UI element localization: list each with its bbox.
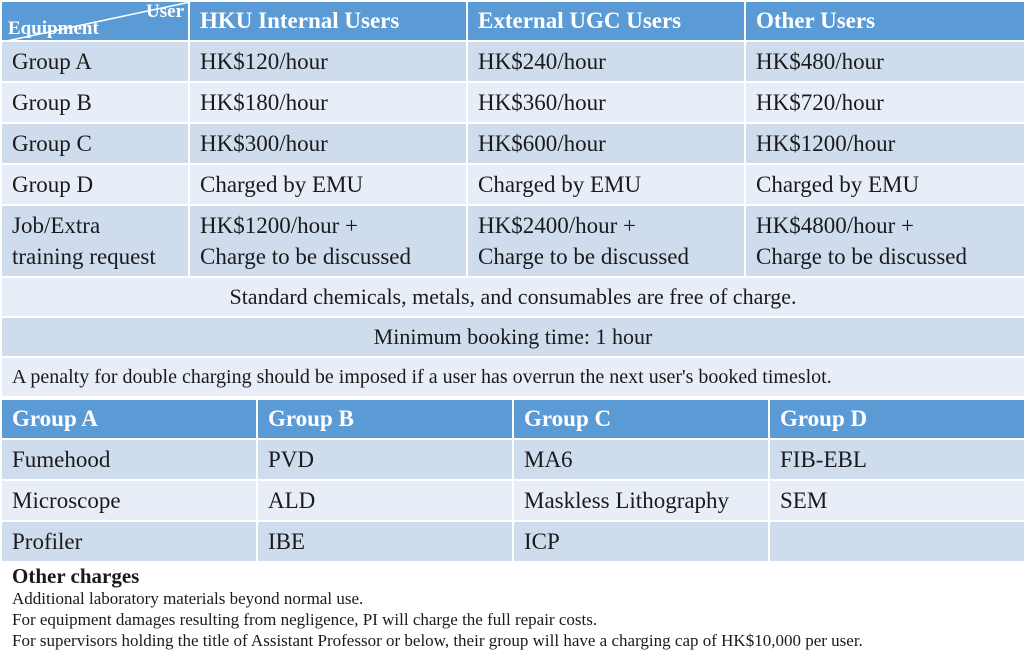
other-charge-line: Additional laboratory materials beyond normal use. [12, 589, 364, 608]
equipment-row [1, 521, 1024, 562]
group-header-d: Group D [769, 399, 1024, 439]
rate-row-group-b [1, 82, 1024, 123]
rate-other: Charged by EMU [745, 164, 1024, 205]
rate-other: HK$720/hour [745, 82, 1024, 123]
note-free-of-charge: Standard chemicals, metals, and consumables are free of charge. [1, 277, 1024, 317]
column-header-other: Other Users [745, 1, 1024, 41]
equipment-cell: Profiler [1, 521, 257, 562]
note-row-free [1, 277, 1024, 317]
rate-label: Group A [1, 41, 189, 82]
other-charge-line: For supervisors holding the title of Assistant Professor or below, their group will have a charging cap of HK$10,000 per user. [12, 631, 863, 650]
column-header-external: External UGC Users [467, 1, 745, 41]
equipment-cell: Maskless Lithography [513, 480, 769, 521]
note-row-minimum [1, 317, 1024, 357]
groups-table [0, 398, 1024, 563]
equipment-cell: MA6 [513, 439, 769, 480]
rate-external: HK$240/hour [467, 41, 745, 82]
other-charges-title: Other charges [12, 564, 140, 588]
rate-other: HK$4800/hour + Charge to be discussed [745, 205, 1024, 277]
note-row-penalty [1, 357, 1024, 397]
group-header-b: Group B [257, 399, 513, 439]
rates-header-row [1, 1, 1024, 41]
rate-hku: HK$120/hour [189, 41, 467, 82]
rate-hku: HK$300/hour [189, 123, 467, 164]
rate-other: HK$480/hour [745, 41, 1024, 82]
group-header-a: Group A [1, 399, 257, 439]
column-header-hku: HKU Internal Users [189, 1, 467, 41]
equipment-cell: Fumehood [1, 439, 257, 480]
rate-hku: HK$180/hour [189, 82, 467, 123]
other-charges-section [0, 564, 1024, 651]
rate-row-group-c [1, 123, 1024, 164]
equipment-cell: ICP [513, 521, 769, 562]
group-header-c: Group C [513, 399, 769, 439]
corner-user-label: User [146, 1, 184, 22]
rate-external: Charged by EMU [467, 164, 745, 205]
equipment-cell: SEM [769, 480, 1024, 521]
rate-row-job-extra [1, 205, 1024, 277]
equipment-cell: PVD [257, 439, 513, 480]
rate-hku: Charged by EMU [189, 164, 467, 205]
note-minimum-booking: Minimum booking time: 1 hour [1, 317, 1024, 357]
rate-label: Group B [1, 82, 189, 123]
rate-label: Job/Extra training request [1, 205, 189, 277]
groups-header-row [1, 399, 1024, 439]
rate-external: HK$2400/hour + Charge to be discussed [467, 205, 745, 277]
corner-equipment-label: Equipment [8, 18, 99, 39]
other-charge-line: For equipment damages resulting from negligence, PI will charge the full repair costs. [12, 610, 598, 629]
equipment-cell: ALD [257, 480, 513, 521]
equipment-row [1, 480, 1024, 521]
note-penalty: A penalty for double charging should be imposed if a user has overrun the next user's booked timeslot. [1, 357, 1024, 397]
rate-row-group-a [1, 41, 1024, 82]
rate-external: HK$360/hour [467, 82, 745, 123]
corner-header [1, 1, 189, 41]
rate-other: HK$1200/hour [745, 123, 1024, 164]
equipment-cell: Microscope [1, 480, 257, 521]
equipment-row [1, 439, 1024, 480]
equipment-cell [769, 521, 1024, 562]
rate-row-group-d [1, 164, 1024, 205]
rate-label: Group D [1, 164, 189, 205]
rate-external: HK$600/hour [467, 123, 745, 164]
equipment-cell: IBE [257, 521, 513, 562]
equipment-cell: FIB-EBL [769, 439, 1024, 480]
rate-label: Group C [1, 123, 189, 164]
rate-hku: HK$1200/hour + Charge to be discussed [189, 205, 467, 277]
